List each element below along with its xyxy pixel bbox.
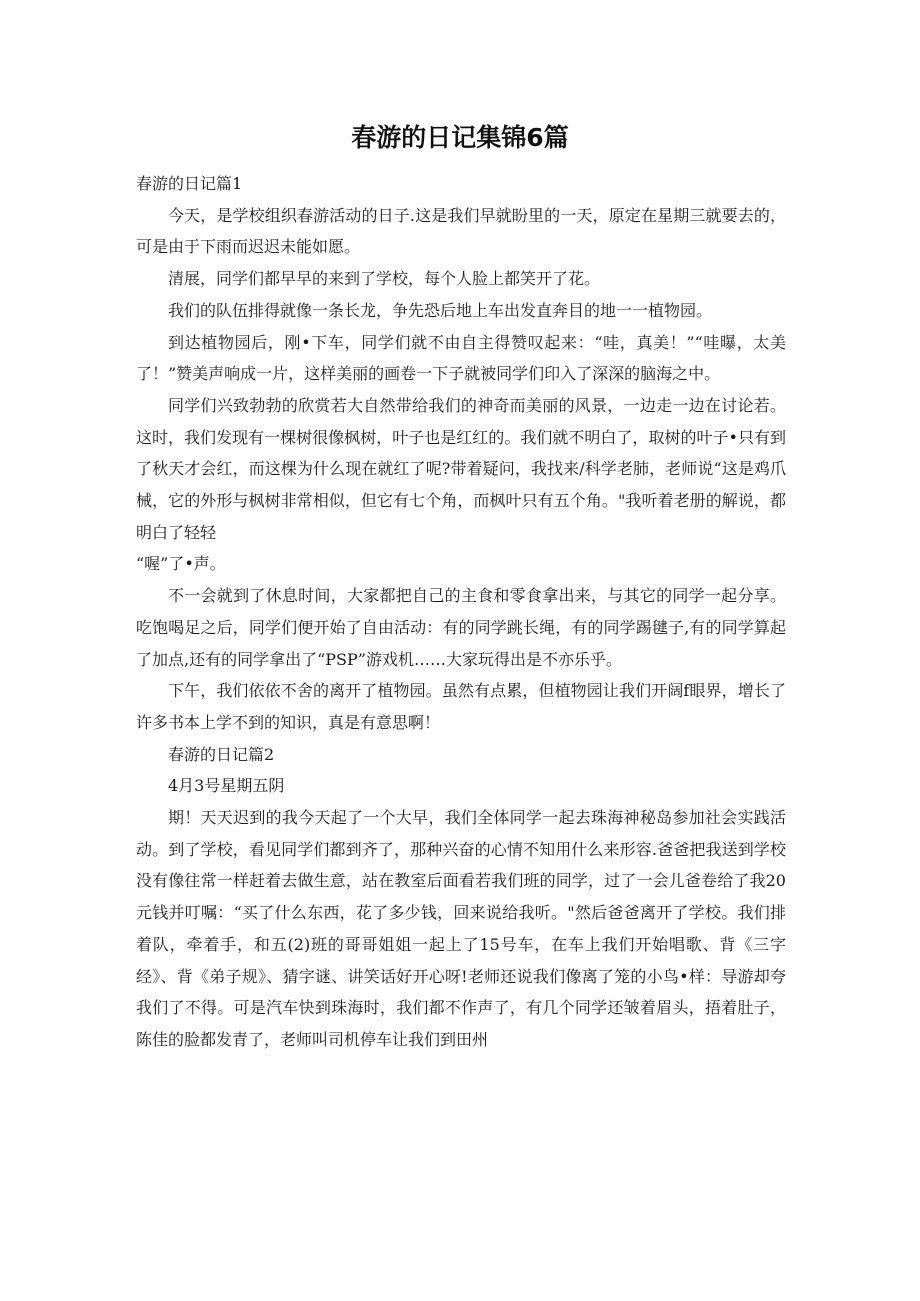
diary1-heading: 春游的日记篇1 bbox=[136, 174, 243, 193]
diary1-paragraph-5: 同学们兴致勃勃的欣赏若大自然带给我们的神奇而美丽的风景，一边走一边在讨论若。这时，我们发现有一棵树很像枫树，叶子也是红红的。我们就不明白了，取树的叶子•只有到了秋天才会红，而这棵为什么现在就红了呢?带着疑问，我找来/科学老肺，老师说“这是鸡爪械，它的外形与枫树非常相似，但它有七个角，而枫叶只有五个角。"我听着老册的解说，都明白了轻轻 bbox=[136, 395, 786, 542]
diary2-date-line: 4月3号星期五阴 bbox=[168, 776, 285, 796]
diary2-heading: 春游的日记篇2 bbox=[168, 744, 275, 764]
diary1-paragraph-7: 不一会就到了休息时间，大家都把自己的主食和零食拿出来，与其它的同学一起分享。吃饱喝足之后，同学们便开始了自由活动：有的同学跳长绳，有的同学踢毽子,有的同学算起了加点,还有的同学拿出了“PSP”游戏机……大家玩得出是不亦乐乎。 bbox=[136, 586, 786, 669]
diary2-paragraph-1: 期！天天迟到的我今天起了一个大早，我们全体同学一起去珠海神秘岛参加社会实践活动。到了学校，看见同学们都到齐了，那种兴奋的心情不知用什么来形容.爸爸把我送到学校没有像往常一样赶着去做生意，站在教室后面看若我们班的同学，过了一会儿爸卷给了我20元钱并叮嘱：“买了什么东西，花了多少钱，回来说给我听。"然后爸爸离开了学校。我们排着队，牵着手，和五(2)班的哥哥姐姐一起上了15号车，在车上我们开始唱歌、背《三字经》、背《弟子规》、猜字谜、讲笑话好开心呀!老师还说我们像离了笼的小鸟•样：导游却夸我们了不得。可是汽车快到珠海时，我们都不作声了，有几个同学还皱着眉头，捂着肚子，陈佳的脸都发青了，老师叫司机停车让我们到田州 bbox=[136, 808, 786, 1049]
diary1-paragraph-4: 到达植物园后，刚•下车，同学们就不由自主得赞叹起来：“哇，真美！”“哇曝，太美了！”赞美声响成一片，这样美丽的画卷一下子就被同学们印入了深深的脑海之中。 bbox=[136, 332, 786, 384]
document-body bbox=[136, 168, 786, 1056]
diary1-paragraph-3: 我们的队伍排得就像一条长龙，争先恐后地上车出发直奔目的地一一植物园。 bbox=[168, 300, 713, 320]
diary1-paragraph-2: 清展，同学们都早早的来到了学校，每个人脸上都笑开了花。 bbox=[168, 269, 601, 289]
document-title: 春游的日记集锦6篇 bbox=[351, 123, 569, 152]
diary1-paragraph-6: “喔”了•声。 bbox=[136, 554, 226, 574]
diary1-paragraph-8: 下午，我们依依不舍的离开了植物园。虽然有点累，但植物园让我们开阔f眼界，增长了许多书本上学不到的知识，真是有意思啊！ bbox=[136, 681, 786, 732]
diary1-paragraph-1: 今天，是学校组织春游活动的日子.这是我们早就盼里的一天，原定在星期三就要去的，可是由于下雨而迟迟未能如愿。 bbox=[136, 205, 786, 257]
